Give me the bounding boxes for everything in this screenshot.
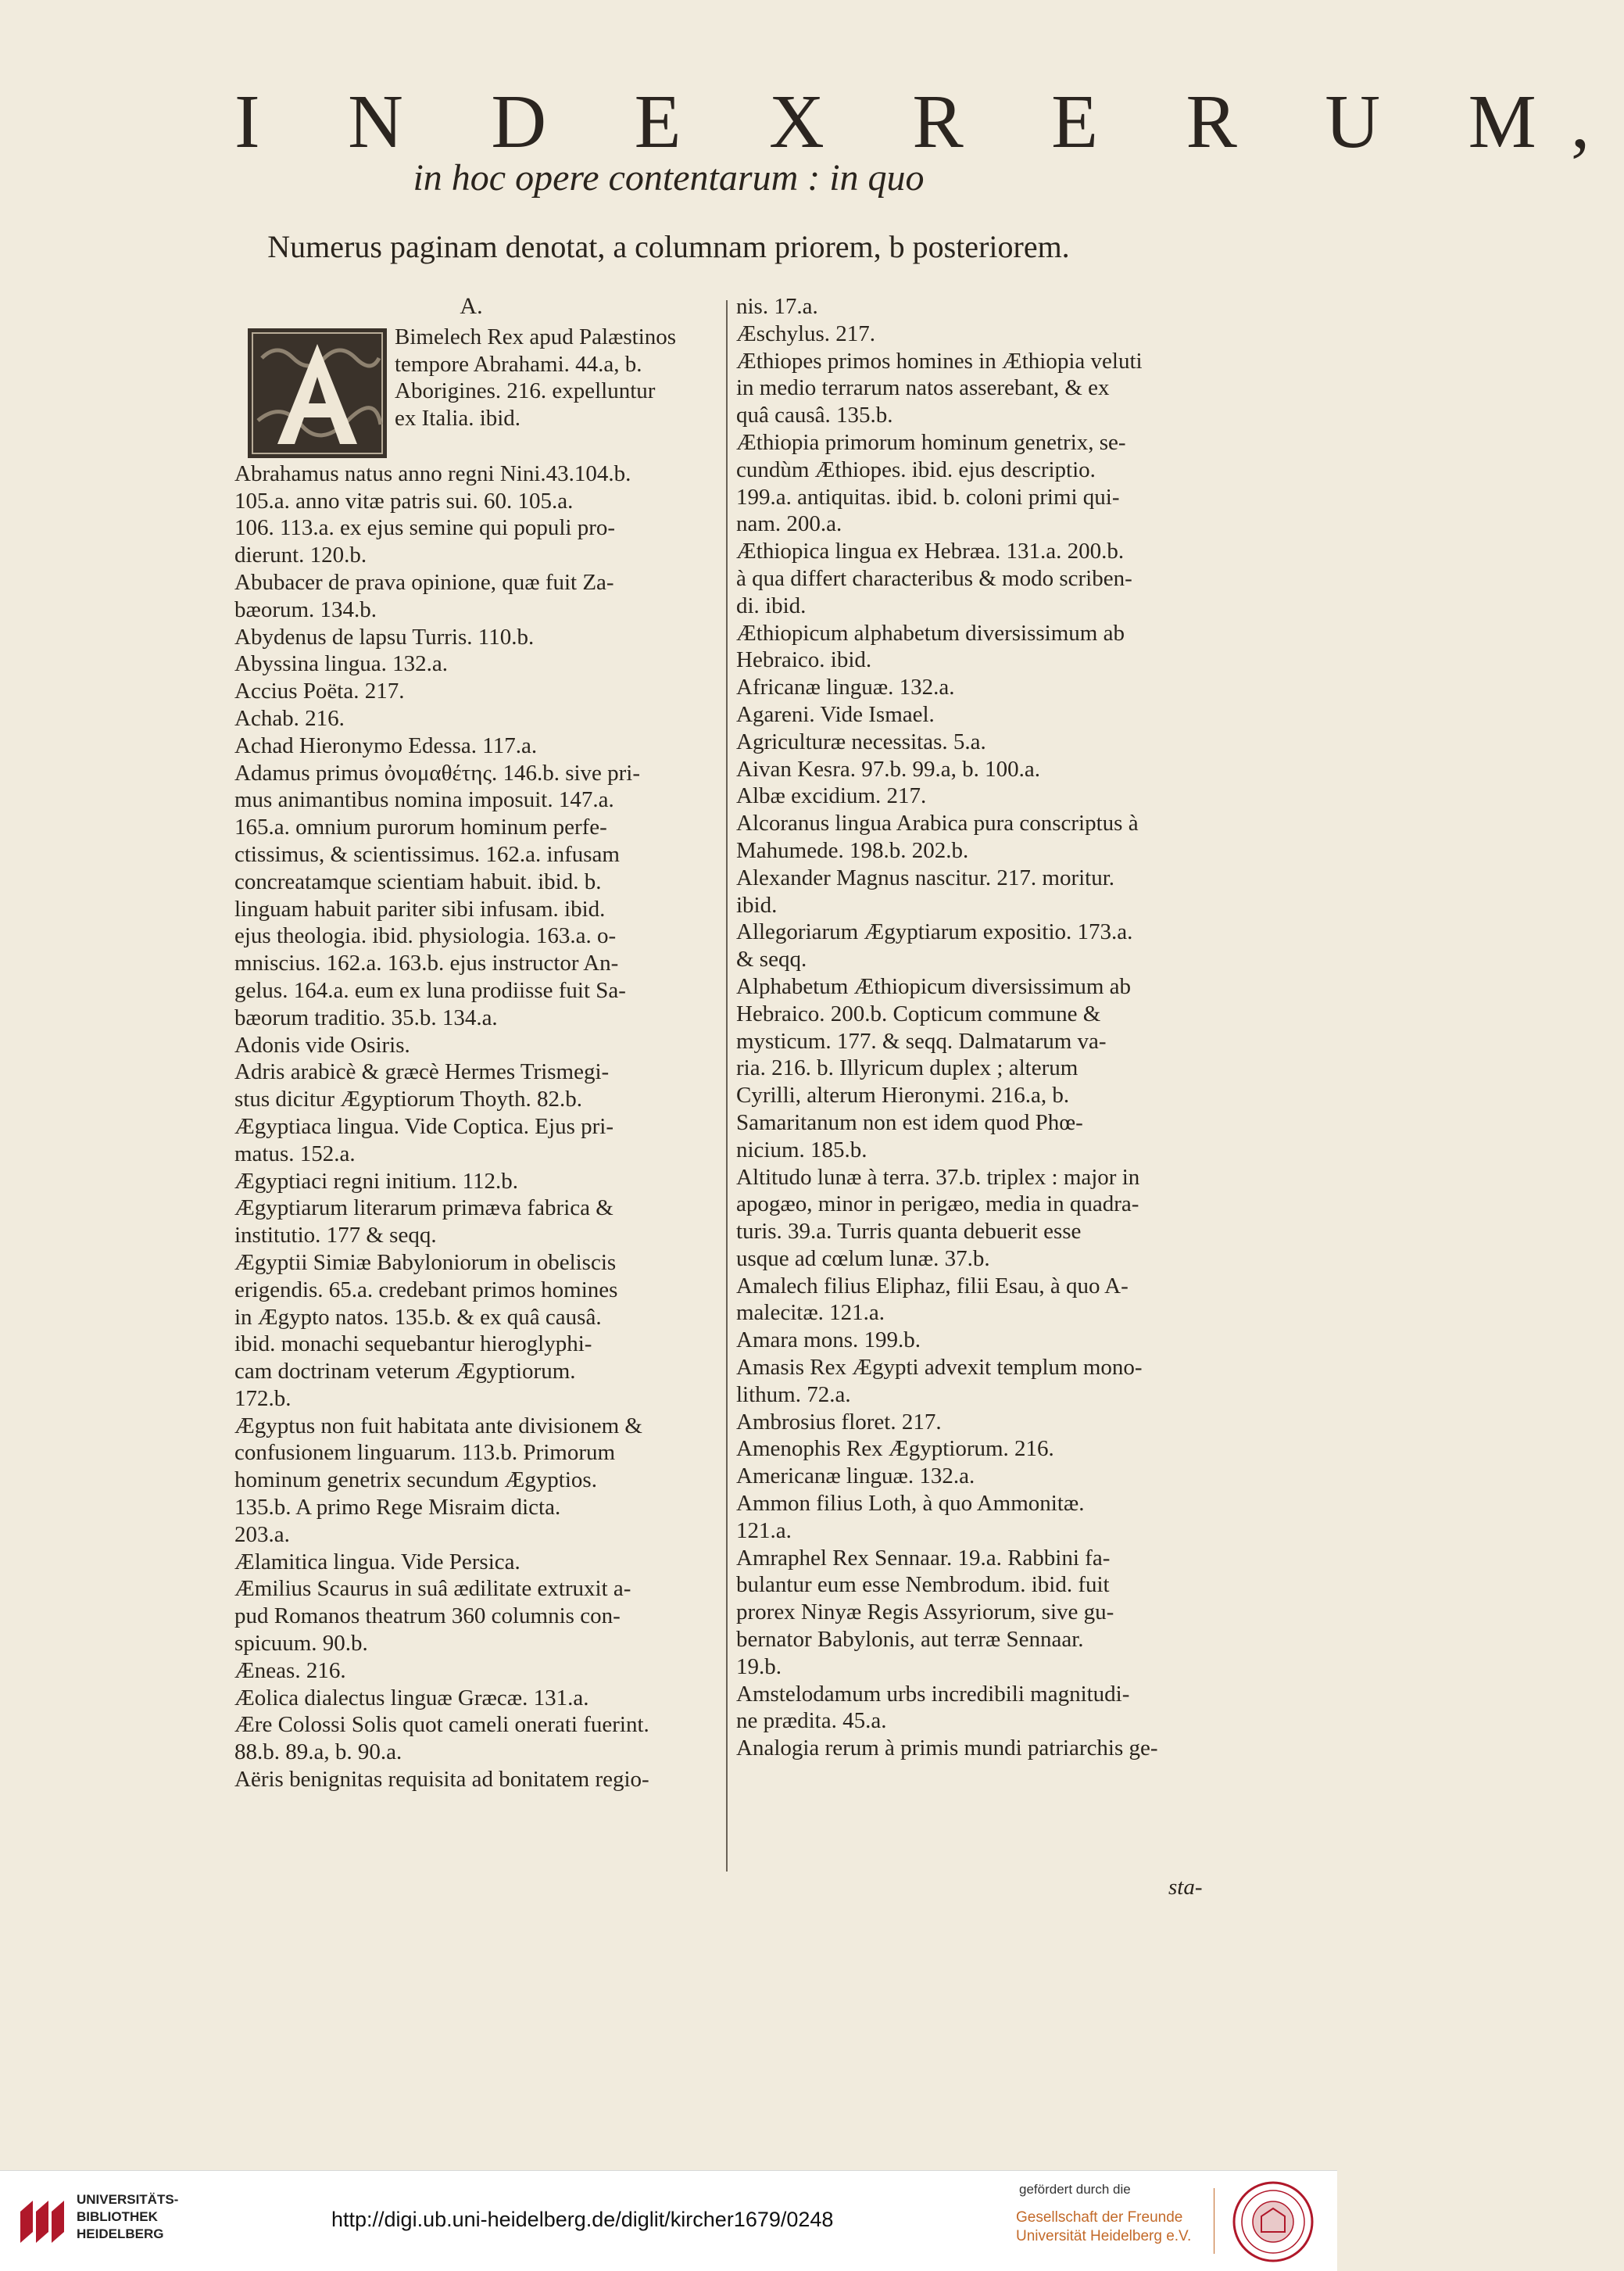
legend-note: Numerus paginam denotat, a columnam priorem, b posteriorem.: [267, 229, 1070, 264]
index-entry-line: bernator Babylonis, aut terræ Sennaar.: [736, 1627, 1084, 1653]
index-entry-line: Abydenus de lapsu Turris. 110.b.: [234, 624, 535, 650]
permalink-url[interactable]: http://digi.ub.uni-heidelberg.de/diglit/kircher1679/0248: [331, 2208, 834, 2231]
index-entry-line: Amara mons. 199.b.: [736, 1327, 921, 1353]
index-entry-line: Mahumede. 198.b. 202.b.: [736, 837, 969, 863]
index-entry-line: apogæo, minor in perigæo, media in quadra-: [736, 1191, 1139, 1217]
index-entry-line: Amasis Rex Ægypti advexit templum mono-: [736, 1355, 1143, 1381]
index-entry-line: ejus theologia. ibid. physiologia. 163.a. o-: [234, 923, 617, 949]
index-entry-line: spicuum. 90.b.: [234, 1631, 368, 1657]
index-entry-line: Æthiopes primos homines in Æthiopia veluti: [736, 348, 1143, 374]
library-name: [77, 2191, 178, 2243]
index-entry-line: Æthiopicum alphabetum diversissimum ab: [736, 620, 1125, 646]
sponsor-name: [1016, 2208, 1191, 2246]
index-entry-line: Alcoranus lingua Arabica pura conscriptus à: [736, 811, 1139, 836]
index-entry-line: concreatamque scientiam habuit. ibid. b.: [234, 869, 602, 894]
index-entry-line: gelus. 164.a. eum ex luna prodiisse fuit Sa-: [234, 977, 626, 1003]
index-entry-line: Ægyptiarum literarum primæva fabrica &: [234, 1195, 613, 1221]
index-entry-line: 106. 113.a. ex ejus semine qui populi pro-: [234, 515, 616, 541]
page-title: I N D E X R E R U M,: [234, 80, 1624, 164]
index-entry-line: Altitudo lunæ à terra. 37.b. triplex : major in: [736, 1164, 1140, 1190]
index-entry-line: bulantur eum esse Nembrodum. ibid. fuit: [736, 1572, 1110, 1598]
index-entry-line: Æthiopica lingua ex Hebræa. 131.a. 200.b.: [736, 539, 1125, 564]
index-entry-line: Ægyptiaca lingua. Vide Coptica. Ejus pri-: [234, 1113, 613, 1139]
library-logo-icon: [16, 2196, 67, 2248]
index-entry-line: mus animantibus nomina imposuit. 147.a.: [234, 787, 614, 813]
library-name-line: UNIVERSITÄTS-: [77, 2192, 179, 2207]
index-entry-line: lithum. 72.a.: [736, 1381, 851, 1407]
index-entry-line: nis. 17.a.: [736, 294, 818, 319]
index-entry-line: 203.a.: [234, 1521, 290, 1547]
index-entry-line: hominum genetrix secundum Ægyptios.: [234, 1467, 597, 1493]
index-entry-line: Alexander Magnus nascitur. 217. moritur.: [736, 865, 1115, 890]
index-entry-line: in medio terrarum natos asserebant, & ex: [736, 375, 1110, 401]
index-entry-line: Amraphel Rex Sennaar. 19.a. Rabbini fa-: [736, 1545, 1111, 1571]
index-entry-line: & seqq.: [736, 947, 807, 973]
index-entry-line: Bimelech Rex apud Palæstinos: [395, 324, 677, 349]
sponsor-label: gefördert durch die: [1019, 2182, 1131, 2197]
index-entry-line: Adamus primus ὀνομαθέτης. 146.b. sive pri-: [234, 760, 641, 786]
index-entry-line: Ægyptii Simiæ Babyloniorum in obeliscis: [234, 1249, 617, 1275]
index-entry-line: Ambrosius floret. 217.: [736, 1409, 942, 1435]
index-entry-line: Ægyptus non fuit habitata ante divisionem &: [234, 1413, 642, 1438]
index-entry-line: ibid.: [736, 892, 778, 918]
index-entry-line: malecitæ. 121.a.: [736, 1300, 885, 1326]
index-entry-line: Africanæ linguæ. 132.a.: [736, 675, 955, 700]
index-entry-line: Amalech filius Eliphaz, filii Esau, à quo A-: [736, 1273, 1129, 1298]
index-entry-line: nam. 200.a.: [736, 511, 842, 537]
library-name-line: HEIDELBERG: [77, 2226, 164, 2241]
section-letter: A.: [460, 293, 483, 319]
index-entry-line: usque ad cœlum lunæ. 37.b.: [736, 1245, 990, 1271]
index-entry-line: Aëris benignitas requisita ad bonitatem regio-: [234, 1767, 649, 1793]
index-entry-line: Agareni. Vide Ismael.: [736, 701, 935, 727]
index-entry-line: Alphabetum Æthiopicum diversissimum ab: [736, 973, 1132, 999]
index-entry-line: dierunt. 120.b.: [234, 543, 367, 568]
index-entry-line: ctissimus, & scientissimus. 162.a. infusam: [234, 841, 620, 867]
index-entry-line: prorex Ninyæ Regis Assyriorum, sive gu-: [736, 1599, 1114, 1625]
column-divider: [726, 300, 728, 1872]
index-entry-line: stus dicitur Ægyptiorum Thoyth. 82.b.: [234, 1087, 582, 1112]
index-entry-line: Allegoriarum Ægyptiarum expositio. 173.a.: [736, 919, 1133, 945]
catchword: sta-: [1168, 1875, 1203, 1900]
index-entry-line: bæorum. 134.b.: [234, 596, 377, 622]
index-entry-line: Ælamitica lingua. Vide Persica.: [234, 1549, 520, 1574]
index-entry-line: Analogia rerum à primis mundi patriarchis ge-: [736, 1735, 1158, 1761]
index-entry-line: 165.a. omnium purorum hominum perfe-: [234, 815, 607, 840]
sponsor-name-line: Gesellschaft der Freunde: [1016, 2209, 1183, 2226]
index-entry-line: Albæ excidium. 217.: [736, 783, 927, 809]
left-column: [234, 293, 708, 1793]
index-entry-line: ex Italia. ibid.: [395, 406, 521, 432]
index-entry-line: à qua differt characteribus & modo scriben-: [736, 565, 1132, 591]
index-entry-line: ria. 216. b. Illyricum duplex ; alterum: [736, 1055, 1078, 1081]
index-entry-line: 105.a. anno vitæ patris sui. 60. 105.a.: [234, 488, 574, 514]
index-entry-line: Samaritanum non est idem quod Phœ-: [736, 1109, 1083, 1135]
index-entry-line: 19.b.: [736, 1653, 782, 1679]
index-entry-line: erigendis. 65.a. credebant primos homines: [234, 1277, 618, 1302]
index-entry-line: 199.a. antiquitas. ibid. b. coloni primi qui-: [736, 484, 1120, 510]
index-entry-line: Abubacer de prava opinione, quæ fuit Za-: [234, 569, 614, 595]
page-subtitle: in hoc opere contentarum : in quo: [413, 157, 925, 199]
index-entry-line: di. ibid.: [736, 593, 807, 618]
index-entry-line: nicium. 185.b.: [736, 1137, 867, 1162]
sponsor-name-line: Universität Heidelberg e.V.: [1016, 2228, 1192, 2244]
index-entry-line: quâ causâ. 135.b.: [736, 403, 893, 428]
index-entry-line: cundùm Æthiopes. ibid. ejus descriptio.: [736, 457, 1096, 482]
decorated-initial-a-icon: [246, 327, 388, 460]
index-entry-line: mysticum. 177. & seqq. Dalmatarum va-: [736, 1028, 1107, 1054]
index-entry-line: Ære Colossi Solis quot cameli onerati fuerint.: [234, 1712, 649, 1738]
index-entry-line: Æthiopia primorum hominum genetrix, se-: [736, 429, 1126, 455]
index-entry-line: mniscius. 162.a. 163.b. ejus instructor An-: [234, 951, 619, 976]
first-entry: [234, 324, 708, 460]
index-entry-line: 121.a.: [736, 1517, 792, 1543]
index-entry-line: Æolica dialectus linguæ Græcæ. 131.a.: [234, 1685, 589, 1710]
index-entry-line: pud Romanos theatrum 360 columnis con-: [234, 1603, 621, 1629]
index-entry-line: Hebraico. 200.b. Copticum commune &: [736, 1001, 1101, 1026]
index-entry-line: Accius Poëta. 217.: [234, 679, 405, 704]
index-entry-line: Æneas. 216.: [234, 1657, 346, 1683]
index-entry-line: matus. 152.a.: [234, 1141, 356, 1166]
index-entry-line: Abyssina lingua. 132.a.: [234, 651, 449, 677]
index-entry-line: Aivan Kesra. 97.b. 99.a, b. 100.a.: [736, 756, 1040, 782]
university-seal-icon: [1232, 2180, 1315, 2263]
index-entry-line: Aborigines. 216. expelluntur: [395, 378, 656, 404]
index-entry-line: Achab. 216.: [234, 705, 345, 731]
index-entry-line: Amstelodamum urbs incredibili magnitudi-: [736, 1681, 1130, 1707]
index-entry-line: turis. 39.a. Turris quanta debuerit esse: [736, 1219, 1082, 1245]
index-entry-line: Agriculturæ necessitas. 5.a.: [736, 729, 986, 754]
index-entry-line: Amenophis Rex Ægyptiorum. 216.: [736, 1436, 1054, 1462]
index-entry-line: Achad Hieronymo Edessa. 117.a.: [234, 733, 538, 758]
index-entry-line: bæorum traditio. 35.b. 134.a.: [234, 1005, 498, 1030]
index-entry-line: 172.b.: [234, 1385, 292, 1411]
index-entry-line: Hebraico. ibid.: [736, 647, 872, 673]
index-entry-line: 88.b. 89.a, b. 90.a.: [234, 1739, 402, 1765]
index-entry-line: Ægyptiaci regni initium. 112.b.: [234, 1168, 518, 1194]
index-entry-line: Americanæ linguæ. 132.a.: [736, 1463, 975, 1489]
viewer-footer: [0, 2170, 1337, 2271]
index-entry-line: Adonis vide Osiris.: [234, 1032, 410, 1058]
index-entry-line: 135.b. A primo Rege Misraim dicta.: [234, 1495, 561, 1521]
index-entry-line: linguam habuit pariter sibi infusam. ibid.: [234, 896, 606, 922]
right-column: [736, 293, 1213, 1762]
index-entry-line: cam doctrinam veterum Ægyptiorum.: [234, 1359, 576, 1384]
index-entry-line: Æmilius Scaurus in suâ ædilitate extruxit a-: [234, 1576, 631, 1602]
index-entry-line: tempore Abrahami. 44.a, b.: [395, 351, 642, 377]
index-entry-line: Æschylus. 217.: [736, 321, 876, 346]
index-entry-line: Adris arabicè & græcè Hermes Trismegi-: [234, 1059, 610, 1085]
index-entry-line: institutio. 177 & seqq.: [234, 1223, 437, 1248]
index-entry-line: ibid. monachi sequebantur hieroglyphi-: [234, 1331, 592, 1357]
index-entry-line: in Ægypto natos. 135.b. & ex quâ causâ.: [234, 1304, 602, 1330]
index-entry-line: Abrahamus natus anno regni Nini.43.104.b.: [234, 460, 631, 486]
index-entry-line: confusionem linguarum. 113.b. Primorum: [234, 1440, 616, 1466]
index-entry-line: Cyrilli, alterum Hieronymi. 216.a, b.: [736, 1083, 1070, 1109]
index-entry-line: Ammon filius Loth, à quo Ammonitæ.: [736, 1491, 1085, 1517]
index-entry-line: ne prædita. 45.a.: [736, 1708, 887, 1734]
library-name-line: BIBLIOTHEK: [77, 2209, 158, 2224]
